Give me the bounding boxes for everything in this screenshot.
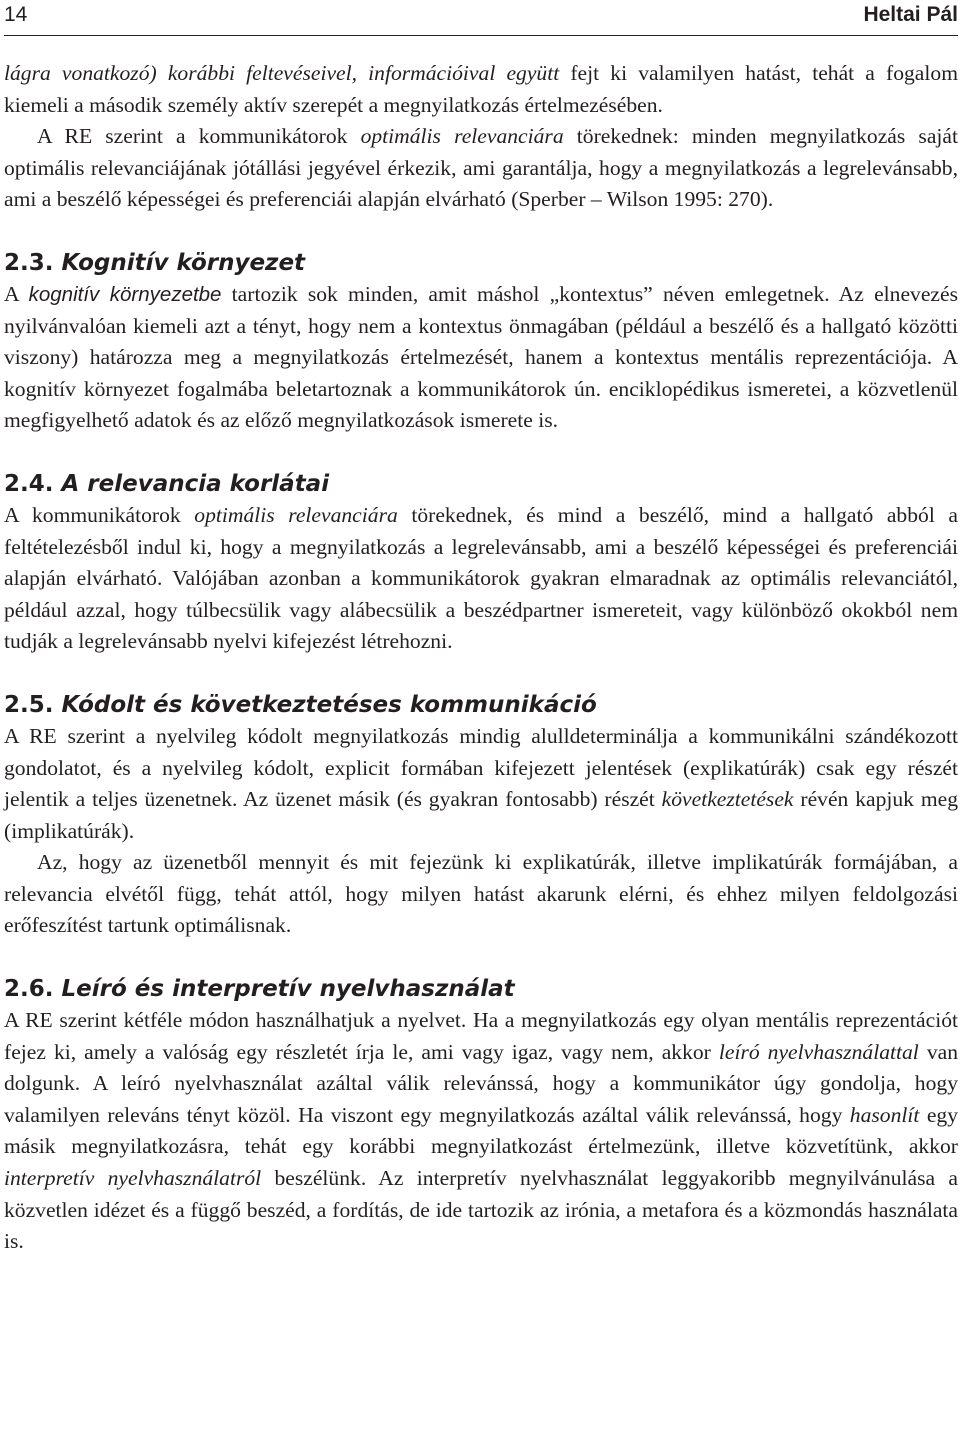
- paragraph-text: beszélünk. Az interpretív nyelvhasználat leggyakoribb megnyilvánulása a közvetlen idézet és a függő beszéd, a fordítás, de ide tartozik az irónia, a metafora és a közmondás használata is.: [4, 1166, 958, 1254]
- section-heading-2-4: [4, 469, 958, 500]
- re-paragraph-emphasis: optimális relevanciára: [360, 124, 564, 149]
- paragraph-emphasis: leíró nyelvhasználattal: [718, 1039, 919, 1064]
- section-heading-2-6: [4, 974, 958, 1005]
- continued-paragraph-italic: lágra vonatkozó) korábbi feltevéseivel, információival együtt: [4, 61, 560, 85]
- section-2-5-paragraph-1: [4, 721, 958, 847]
- paragraph-text: van dolgunk. A leíró nyelvhasználat azáltal válik relevánssá, hogy a kommunikátor úgy gondolja, hogy valamilyen releváns tényt közöl. Ha viszont egy megnyilatkozás azáltal válik relevánssá, hogy: [4, 1039, 958, 1127]
- re-paragraph-text: A RE szerint a kommunikátorok: [37, 124, 361, 149]
- paragraph-emphasis: következtetések: [661, 787, 794, 812]
- section-number: 2.3.: [4, 249, 54, 276]
- section-2-4-paragraph: [4, 500, 958, 658]
- paragraph-text: A kommunikátorok: [4, 502, 195, 527]
- page-body: [4, 58, 958, 1258]
- section-title: Leíró és interpretív nyelvhasználat: [61, 976, 515, 1003]
- continued-paragraph-text: fejt ki valamilyen hatást, tehát a fogalom kiemeli a második személy aktív szerepét a megnyilatkozás értelmezésében.: [4, 61, 958, 117]
- paragraph-text: A: [4, 281, 29, 306]
- re-paragraph: [4, 121, 958, 216]
- paragraph-text: tartozik sok minden, amit máshol „kontextus” néven emlegetnek. Az elnevezés nyilvánvalóan kiemeli azt a tényt, hogy nem a kontextus önmagában (például a beszélő és a hallgató közötti viszony) határozza meg a megnyilatkozás értelmezését, hanem a kontextus mentális reprezentációja. A kognitív környezet fogalmába beletartoznak a kommunikátorok ún. enciklopédikus ismeretei, a közvetlenül megfigyelhető adatok és az előző megnyilatkozások ismerete is.: [4, 281, 958, 433]
- re-paragraph-text: törekednek: minden megnyilatkozás saját optimális relevanciájának jótállási jegyével érkezik, ami garantálja, hogy a megnyilatkozás a legrelevánsabb, ami a beszélő képességei és preferenciái alapján elvárható (Sperber – Wilson 1995: 270).: [4, 124, 958, 212]
- section-heading-2-3: [4, 248, 958, 279]
- section-title: A relevancia korlátai: [61, 470, 330, 497]
- section-2-6-paragraph: [4, 1005, 958, 1258]
- paragraph-text: egy másik megnyilatkozásra, tehát egy korábbi megnyilatkozást értelmezünk, illetve közvetítünk, akkor: [4, 1102, 958, 1159]
- section-number: 2.6.: [4, 976, 54, 1003]
- paragraph-emphasis: interpretív nyelvhasználatról: [4, 1166, 262, 1191]
- paragraph-text: törekednek, és mind a beszélő, mind a hallgató abból a feltételezésből indul ki, hogy a megnyilatkozás a legrelevánsabb, ami a beszélő képességei és preferenciái alapján elvárható. Valójában azonban a kommunikátorok gyakran elmaradnak az optimális relevanciától, például azzal, hogy túlbecsülik vagy alábecsülik a beszédpartner ismereteit, vagy különböző okokból nem tudják a legrelevánsabb nyelvi kifejezést létrehozni.: [4, 502, 958, 654]
- section-heading-2-5: [4, 690, 958, 721]
- running-title: Heltai Pál: [863, 3, 958, 26]
- paragraph-emphasis: kognitív környezetbe: [28, 282, 222, 306]
- running-header: [4, 2, 958, 36]
- paragraph-text: A RE szerint a nyelvileg kódolt megnyilatkozás mindig alulldeterminálja a kommunikálni szándékozott gondolatot, és a nyelvileg kódolt, explicit formában kifejezett jelentések (explikatúrák) csak egy részét jelentik a teljes üzenetnek. Az üzenet másik (és gyakran fontosabb) részét: [4, 723, 958, 812]
- page-number: 14: [4, 3, 28, 26]
- section-number: 2.4.: [4, 470, 54, 497]
- section-2-3-paragraph: [4, 279, 958, 437]
- section-number: 2.5.: [4, 691, 54, 718]
- paragraph-emphasis: optimális relevanciára: [194, 502, 398, 527]
- paragraph-emphasis: hasonlít: [849, 1102, 920, 1127]
- paragraph-text: révén kapjuk meg (implikatúrák).: [4, 787, 958, 843]
- section-title: Kódolt és következtetéses kommunikáció: [61, 691, 597, 718]
- paragraph-text: A RE szerint kétféle módon használhatjuk a nyelvet. Ha a megnyilatkozás egy olyan mentális reprezentációt fejez ki, amely a valóság egy részletét írja le, ami vagy igaz, vagy nem, akkor: [4, 1008, 958, 1064]
- continued-paragraph: [4, 58, 958, 121]
- section-title: Kognitív környezet: [61, 249, 306, 276]
- section-2-5-paragraph-2: Az, hogy az üzenetből mennyit és mit fejezünk ki explikatúrák, illetve implikatúrák formájában, a relevancia elvétől függ, tehát attól, hogy milyen hatást akarunk elérni, és ehhez milyen feldolgozási erőfeszítést tartunk optimálisnak.: [4, 850, 958, 938]
